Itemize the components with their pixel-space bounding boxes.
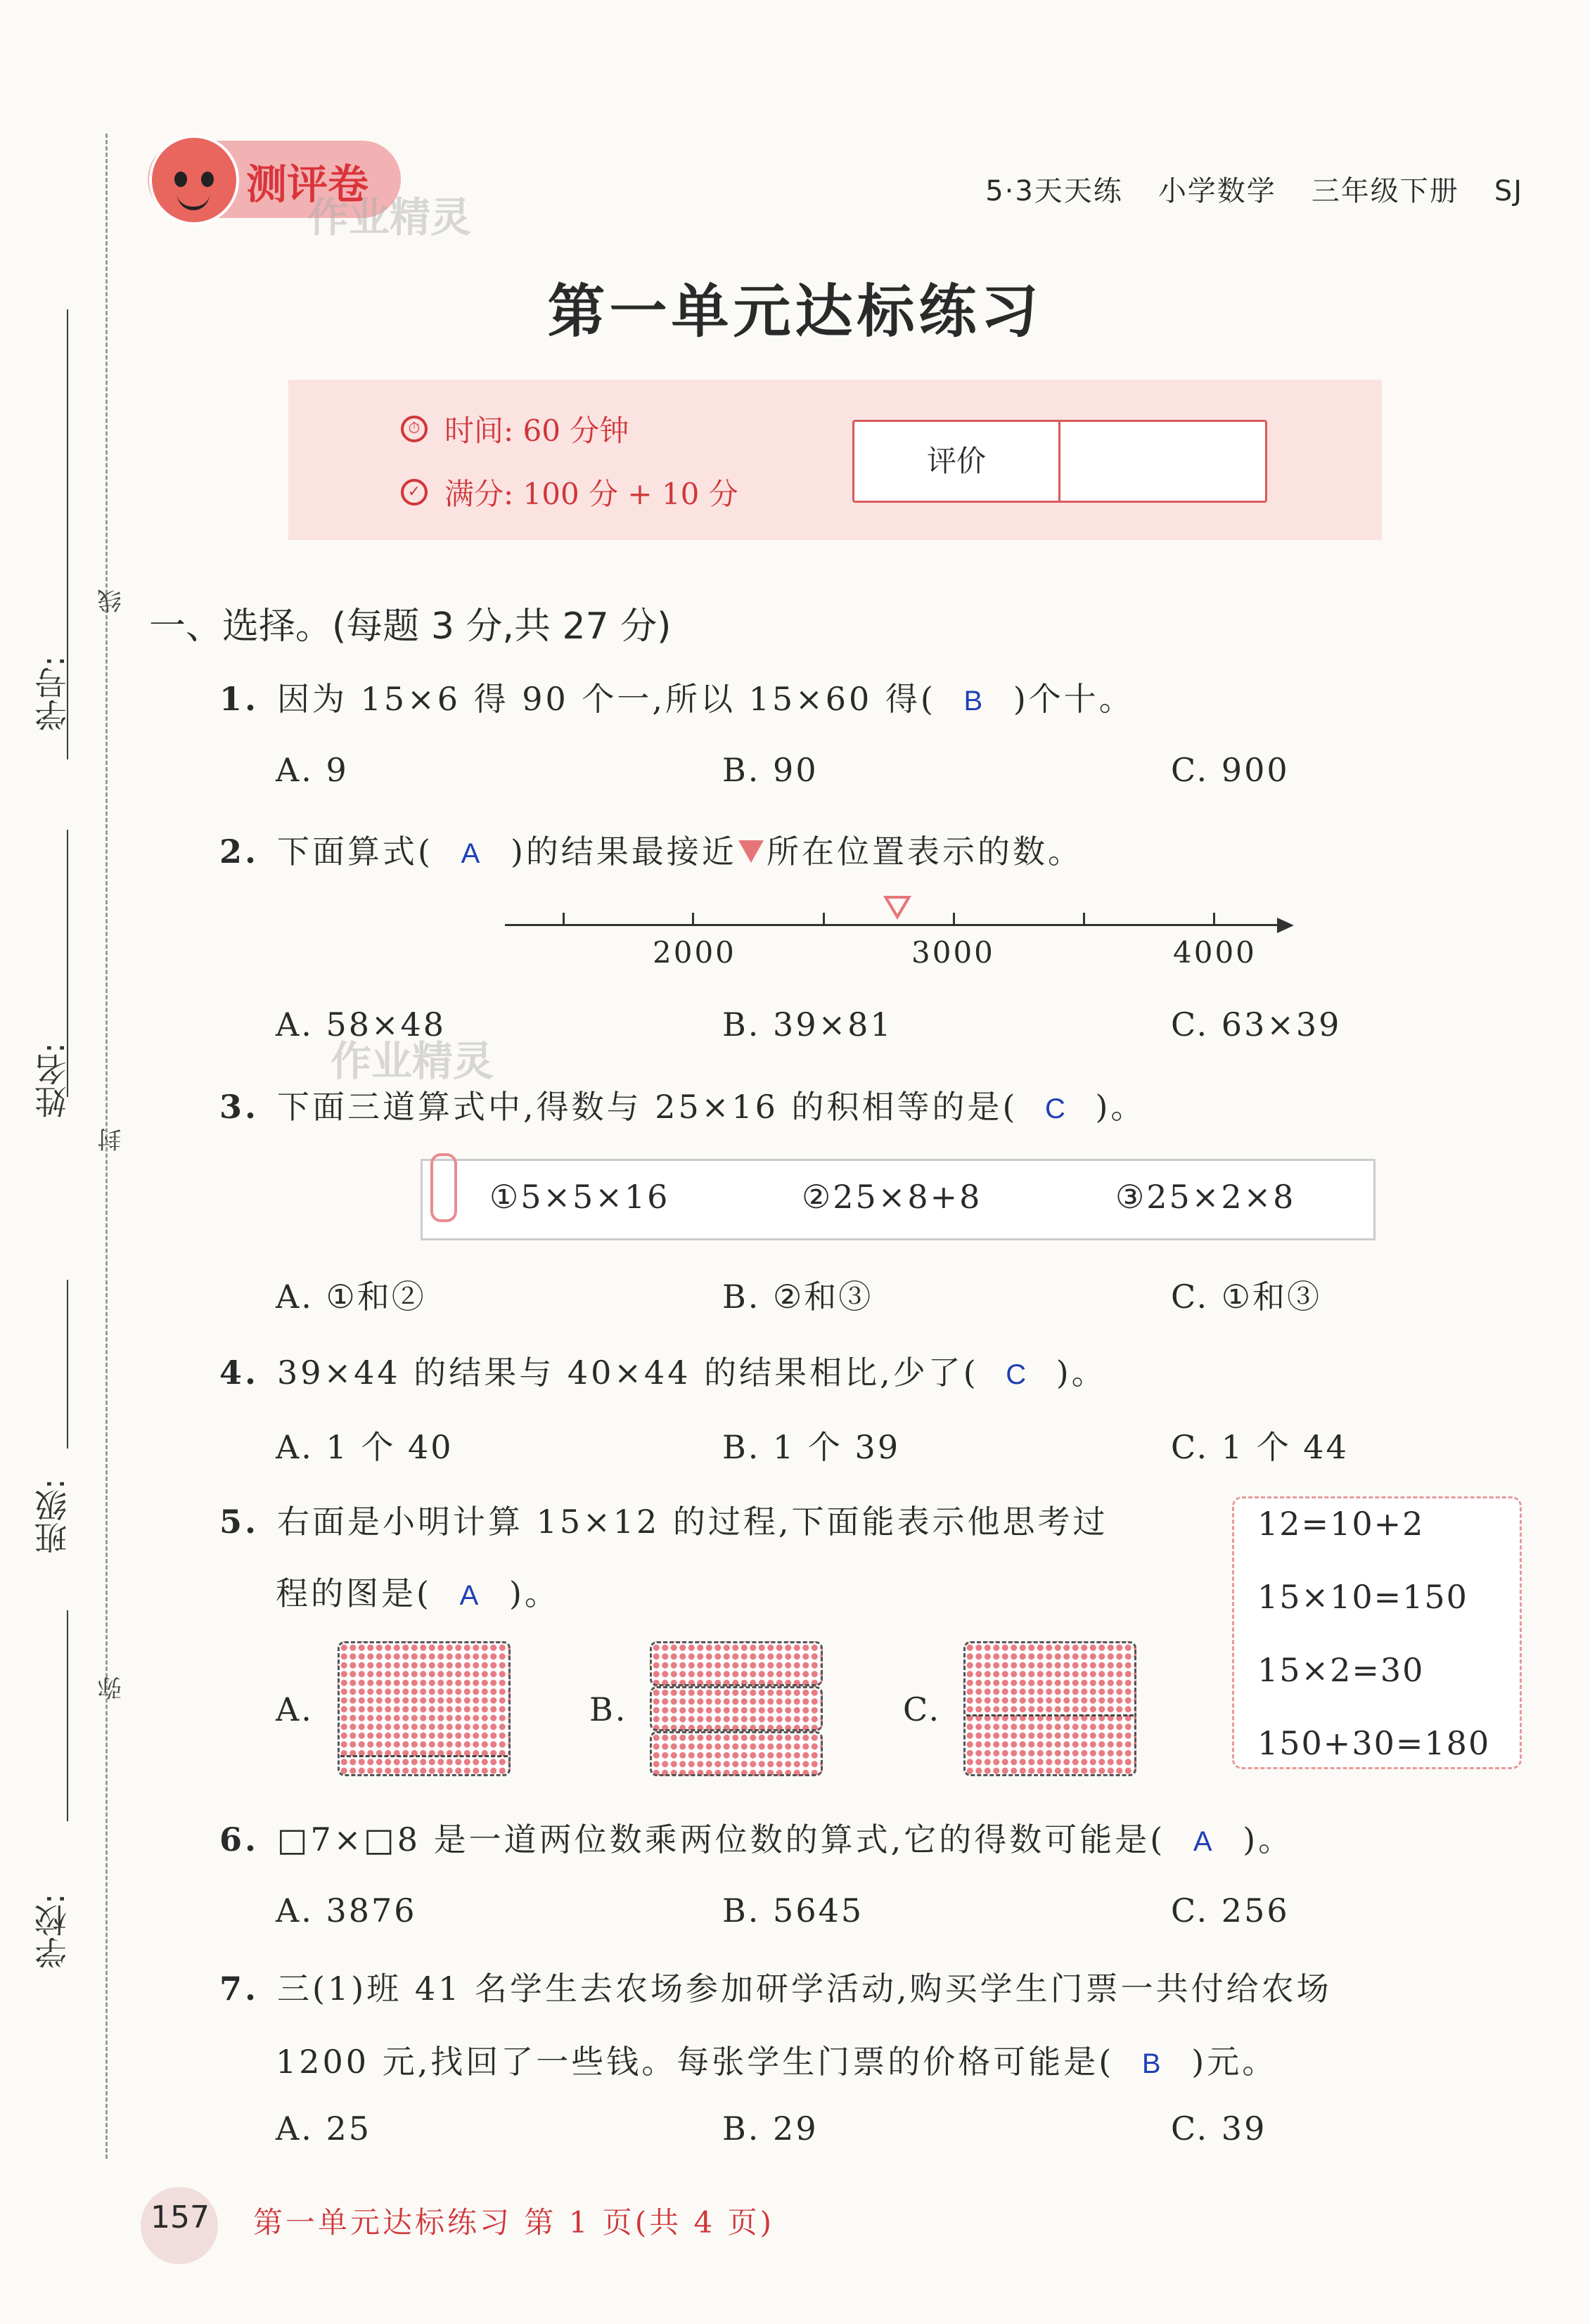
question-text-end: )个十。	[1013, 680, 1134, 718]
q2-option-b[interactable]: B. 39×81	[722, 1006, 893, 1044]
page-title: 第一单元达标练习	[547, 278, 1043, 345]
q5-option-a-label[interactable]: A.	[276, 1690, 314, 1728]
evaluation-field[interactable]	[1060, 422, 1265, 501]
question-text-end: )元。	[1191, 2043, 1278, 2081]
question-number: 7.	[219, 1970, 259, 2008]
expression-3: ③25×2×8	[1115, 1178, 1296, 1216]
question-text-end: 所在位置表示的数。	[766, 833, 1083, 871]
question-text-end: )。	[1243, 1821, 1294, 1858]
q4-option-a[interactable]: A. 1 个 40	[276, 1428, 454, 1466]
q5-option-b-diagram-part[interactable]	[650, 1641, 823, 1686]
question-number: 6.	[219, 1821, 259, 1858]
edition-code: SJ	[1494, 175, 1523, 207]
seal-feng-mark: 封	[98, 1128, 126, 1152]
answer-mark: B	[1141, 2048, 1164, 2079]
tick-label: 2000	[653, 935, 736, 970]
question-text: 39×44 的结果与 40×44 的结果相比,少了(	[277, 1354, 979, 1392]
question-5	[219, 1496, 1108, 1543]
question-text-end: )。	[1095, 1088, 1146, 1126]
answer-mark: B	[963, 686, 986, 717]
tick-label: 4000	[1173, 935, 1257, 970]
book-info	[950, 169, 1523, 209]
question-number: 5.	[219, 1503, 259, 1541]
answer-mark: C	[1045, 1093, 1068, 1124]
question-5-line2	[276, 1568, 560, 1614]
q5-option-b-diagram-part[interactable]	[650, 1731, 823, 1776]
q4-option-b[interactable]: B. 1 个 39	[722, 1428, 901, 1466]
question-text: 右面是小明计算 15×12 的过程,下面能表示他思考过	[277, 1503, 1108, 1541]
seal-line-mark: 线	[98, 589, 126, 613]
q5-option-b-label[interactable]: B.	[589, 1690, 628, 1728]
class-label: 班级:	[34, 1478, 72, 1554]
q2-option-c[interactable]: C. 63×39	[1171, 1006, 1342, 1044]
process-step: 15×10=150	[1257, 1578, 1468, 1616]
clock-icon: ⏱	[401, 416, 428, 442]
q5-option-c-diagram[interactable]	[963, 1641, 1136, 1776]
time-label: 时间: 60 分钟	[444, 413, 629, 448]
watermark: 作业精灵	[308, 193, 472, 241]
question-7	[219, 1963, 1332, 2010]
question-text-end: )。	[508, 1574, 560, 1612]
question-text: 程的图是(	[276, 1574, 432, 1612]
answer-mark: A	[1193, 1826, 1215, 1857]
badge-label: 测评卷	[246, 160, 369, 208]
q3-option-b[interactable]: B. ②和③	[722, 1278, 873, 1316]
score-row	[401, 471, 738, 513]
question-text-end: )。	[1056, 1354, 1107, 1392]
question-text: 三(1)班 41 名学生去农场参加研学活动,购买学生门票一共付给农场	[277, 1970, 1332, 2008]
process-step: 15×2=30	[1257, 1651, 1425, 1689]
triangle-marker-icon	[737, 837, 767, 863]
process-step: 150+30=180	[1257, 1724, 1491, 1762]
question-3	[219, 1081, 1146, 1128]
score-label: 满分: 100 分 + 10 分	[444, 477, 738, 511]
question-1	[219, 674, 1134, 720]
footer-text: 第一单元达标练习 第 1 页(共 4 页)	[253, 2205, 774, 2240]
student-id-label: 学号:	[34, 655, 72, 731]
school-line	[67, 1610, 68, 1821]
question-6	[219, 1814, 1293, 1861]
q7-option-a[interactable]: A. 25	[276, 2110, 371, 2148]
q5-option-c-label[interactable]: C.	[903, 1690, 942, 1728]
grade-name: 三年级下册	[1311, 175, 1459, 207]
question-2	[219, 826, 1083, 873]
answer-mark: C	[1006, 1359, 1030, 1390]
split-line	[340, 1755, 508, 1757]
section-heading: 一、选择。(每题 3 分,共 27 分)	[149, 605, 672, 648]
q7-option-b[interactable]: B. 29	[722, 2110, 819, 2148]
school-label: 学校:	[34, 1893, 72, 1969]
q1-option-b[interactable]: B. 90	[722, 751, 819, 789]
check-icon: ✓	[401, 479, 428, 506]
question-text-mid: )的结果最接近	[510, 833, 737, 871]
question-number: 2.	[219, 833, 259, 871]
question-number: 1.	[219, 680, 259, 718]
paperclip-icon	[430, 1153, 457, 1222]
q3-option-c[interactable]: C. ①和③	[1171, 1278, 1322, 1316]
q5-option-b-diagram-part[interactable]	[650, 1686, 823, 1731]
q3-option-a[interactable]: A. ①和②	[276, 1278, 426, 1316]
question-number: 4.	[219, 1354, 259, 1392]
q1-option-a[interactable]: A. 9	[276, 751, 349, 789]
mascot-face-icon	[149, 135, 239, 225]
evaluation-label: 评价	[854, 422, 1060, 501]
q4-option-c[interactable]: C. 1 个 44	[1171, 1428, 1349, 1466]
q1-option-c[interactable]: C. 900	[1171, 751, 1290, 789]
answer-mark: A	[459, 1580, 482, 1611]
question-text: 下面算式(	[277, 833, 433, 871]
question-number: 3.	[219, 1088, 259, 1126]
name-label: 姓名:	[34, 1042, 72, 1118]
question-text: 因为 15×6 得 90 个一,所以 15×60 得(	[277, 680, 936, 718]
process-step: 12=10+2	[1257, 1505, 1425, 1543]
seal-mi-mark: 弥	[98, 1676, 126, 1700]
watermark: 作业精灵	[331, 1037, 494, 1085]
question-4	[219, 1347, 1107, 1394]
question-text: 下面三道算式中,得数与 25×16 的积相等的是(	[277, 1088, 1018, 1126]
class-line	[67, 1280, 68, 1449]
series-name: 5·3天天练	[985, 175, 1123, 207]
q6-option-b[interactable]: B. 5645	[722, 1892, 864, 1930]
q7-option-c[interactable]: C. 39	[1171, 2110, 1267, 2148]
question-text: □7×□8 是一道两位数乘两位数的算式,它的得数可能是(	[277, 1821, 1166, 1858]
question-7-line2	[276, 2036, 1277, 2083]
time-row	[401, 408, 629, 450]
q6-option-c[interactable]: C. 256	[1171, 1892, 1290, 1930]
evaluation-box	[852, 420, 1267, 503]
subject-name: 小学数学	[1158, 175, 1276, 207]
expression-2: ②25×8+8	[802, 1178, 982, 1216]
q6-option-a[interactable]: A. 3876	[276, 1892, 417, 1930]
q2-option-a[interactable]: A. 58×48	[276, 1006, 447, 1044]
question-text: 1200 元,找回了一些钱。每张学生门票的价格可能是(	[276, 2043, 1115, 2081]
expression-1: ①5×5×16	[489, 1178, 670, 1216]
tick-label: 3000	[911, 935, 995, 970]
page-number: 157	[150, 2200, 210, 2235]
split-line	[966, 1714, 1134, 1716]
answer-mark: A	[461, 838, 483, 869]
